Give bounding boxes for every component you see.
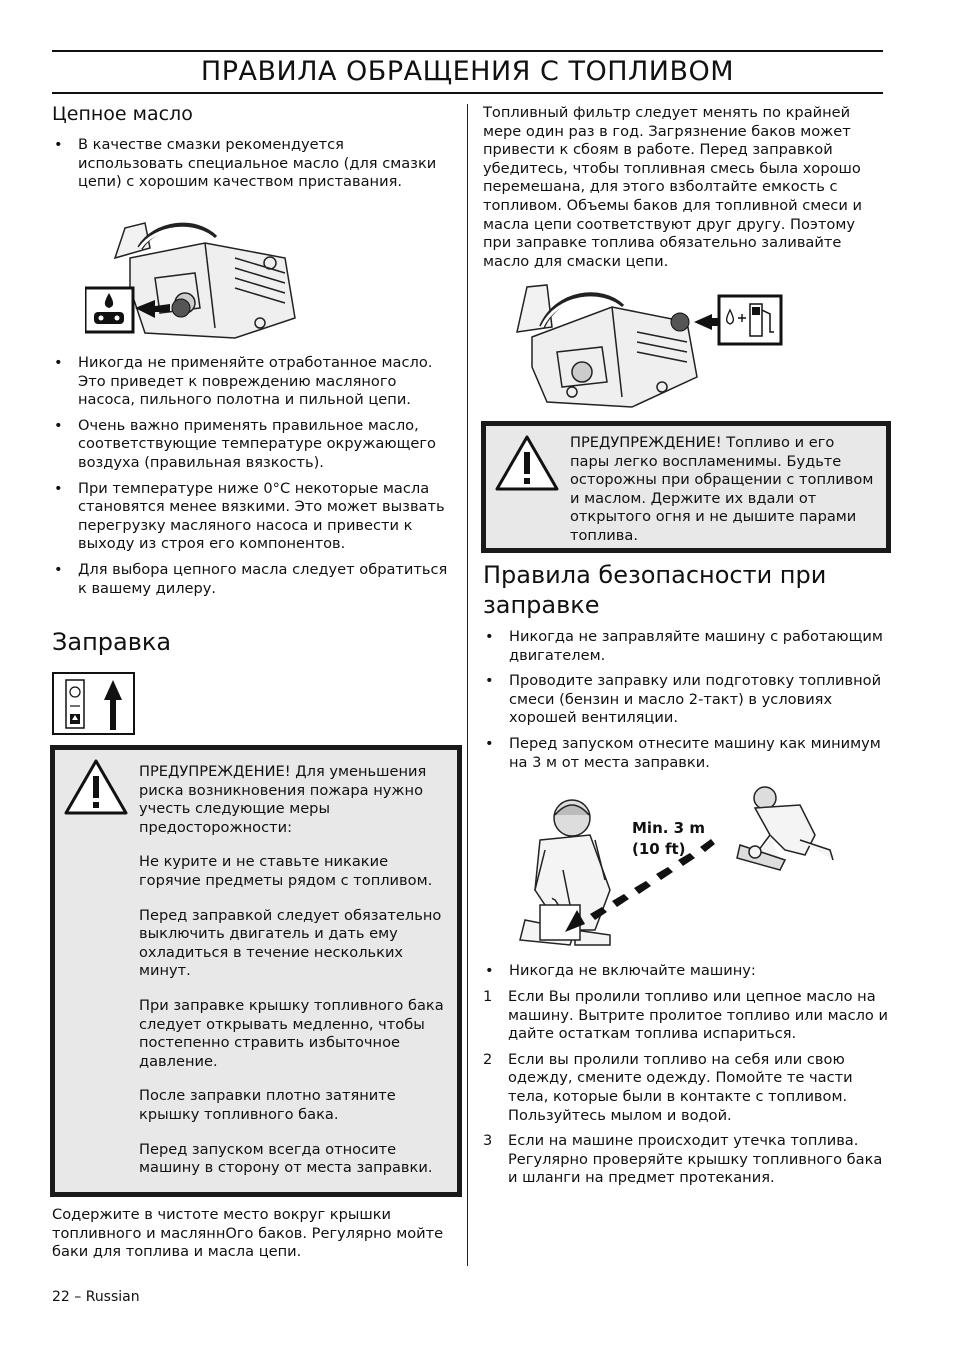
warning-paragraph: После заправки плотно затяните крышку топливного бака. [139,1087,396,1123]
distance-label-imperial: (10 ft) [632,840,686,858]
warning-paragraph: Не курите и не ставьте никакие горячие предметы рядом с топливом. [139,853,433,889]
list-item: • Очень важно применять правильное масло, соответствующие температуре окружающего воздуха (правильная вязкость). [52,417,457,473]
engine-off-symbol-icon [52,672,136,736]
warning-paragraph: ПРЕДУПРЕЖДЕНИЕ! Для уменьшения риска возникновения пожара нужно учесть следующие меры предосторожности: [139,763,427,836]
item-text: Если Вы пролили топливо или цепное масло на машину. Вытрите пролитое топливо или масло и дайте остаткам топлива испариться. [508,988,888,1043]
item-number: 1 [483,988,493,1005]
header-rule-top [52,50,883,52]
warning-triangle-icon [494,434,560,492]
fuel-flammable-warning-box [481,421,891,553]
refuel-heading: Заправка [52,628,172,656]
item-number: 3 [483,1132,493,1150]
warning-paragraph: ПРЕДУПРЕЖДЕНИЕ! Топливо и его пары легко воспламенимы. Будьте осторожны при обращении с топливом и маслом. Держите их вдали от открытого огня и не дышите парами топлива. [570,434,874,544]
refuel-warning-box [50,745,462,1197]
fuel-filter-paragraph: Топливный фильтр следует менять по крайней мере один раз в год. Загрязнение баков может привести к сбоям в работе. Перед заправкой убедитесь, чтобы топливная смесь была хорошо перемешана, для этого взболтайте емкость с топливом. Объемы баков для топливной смеси и масла цепи соответствуют друг другу. Поэтому при заправке топлива обязательно заливайте масло для смаски цепи. [483,104,862,270]
item-number: 2 [483,1050,493,1068]
list-item: • Никогда не заправляйте машину с работающим двигателем. [483,628,883,665]
chainsaw-fuel-fill-illustration [512,282,787,414]
list-item: • Для выбора цепного масла следует обратиться к вашему дилеру. [52,561,457,598]
warning-paragraph: Перед заправкой следует обязательно выключить двигатель и дать ему охладиться в течение нескольких минут. [139,906,442,980]
numbered-conditions-list [483,988,888,1195]
never-start-list [483,962,883,988]
list-item: • В качестве смазки рекомендуется использовать специальное масло (для смазки цепи) с хорошим качеством приставания. [52,136,452,192]
safety-heading: Правила безопасности при заправке [483,561,827,619]
list-item: • Никогда не применяйте отработанное масло. Это приведет к повреждению масляного насоса, пильного полотна и пильной цепи. [52,354,457,410]
list-item [483,988,888,1044]
chain-oil-heading: Цепное масло [52,103,193,125]
item-text: Если на машине происходит утечка топлива. Регулярно проверяйте крышку топливного бака и шланги на предмет протекания. [508,1132,883,1187]
safe-distance-illustration [515,780,840,955]
list-item: • Проводите заправку или подготовку топливной смеси (бензин и масло 2-такт) в условиях хорошей вентиляции. [483,672,883,728]
list-item: • Никогда не включайте машину: [483,962,883,981]
column-divider [467,104,468,1266]
page-title: ПРАВИЛА ОБРАЩЕНИЯ С ТОПЛИВОМ [200,56,735,87]
chainsaw-oil-fill-illustration [85,218,300,348]
distance-label-metric: Min. 3 m [632,819,705,837]
warning-triangle-icon [63,758,129,816]
distance-label [632,818,705,860]
list-item [483,1132,888,1188]
closing-paragraph: Содержите в чистоте место вокруг крышки топливного и масляннОго баков. Регулярно мойте баки для топлива и масла цепи. [52,1206,444,1261]
page-number: 22 – Russian [52,1289,140,1305]
chain-oil-first-list [52,136,452,199]
header-rule-bottom [52,92,883,94]
warning-paragraph: При заправке крышку топливного бака следует открывать медленно, чтобы постепенно стравить избыточное давление. [139,996,444,1070]
safety-bullet-list [483,628,883,779]
chain-oil-bullet-list [52,354,457,605]
item-text: Если вы пролили топливо на себя или свою одежду, смените одежду. Помойте те части тела, которые были в контакте с топливом. Пользуйтесь мылом и водой. [508,1050,853,1124]
warning-paragraph: Перед запуском всегда относите машину в сторону от места заправки. [139,1140,433,1177]
list-item: • При температуре ниже 0°C некоторые масла становятся менее вязкими. Это может вызвать перегрузку масляного насоса и привести к выходу из строя его компонентов. [52,480,457,554]
list-item [483,1051,888,1125]
list-item: • Перед запуском отнесите машину как минимум на 3 м от места заправки. [483,735,883,772]
